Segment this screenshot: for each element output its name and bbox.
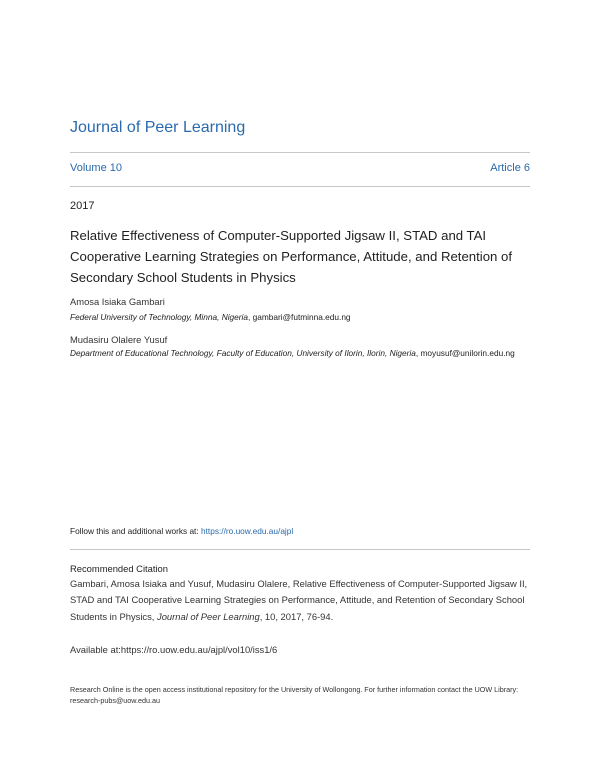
article-title: Relative Effectiveness of Computer-Supported Jigsaw II, STAD and TAI Cooperative Learning Strategies on Performance, Attitude, and Retention of Secondary School Students in Physics <box>70 228 513 285</box>
citation-heading: Recommended Citation <box>70 563 168 574</box>
available-label: Available at: <box>70 644 121 655</box>
repository-footer: Research Online is the open access institutional repository for the University of Wollongong. For further information contact the UOW Library: research-pubs@uow.edu.au <box>70 685 519 705</box>
follow-line <box>70 526 293 536</box>
journal-title-link[interactable]: Journal of Peer Learning <box>70 119 246 136</box>
citation-text <box>70 576 532 625</box>
citation-journal: Journal of Peer Learning <box>157 610 260 622</box>
follow-text: Follow this and additional works at: <box>70 526 201 536</box>
available-at-line <box>70 644 277 655</box>
divider-citation <box>70 549 530 550</box>
author-name-1: Amosa Isiaka Gambari <box>70 296 165 307</box>
divider-top <box>70 152 530 153</box>
article-link[interactable]: Article 6 <box>490 162 530 174</box>
follow-link[interactable]: https://ro.uow.edu.au/ajpl <box>200 526 294 536</box>
volume-link[interactable]: Volume 10 <box>70 162 122 174</box>
separator: , <box>248 312 251 322</box>
author-email-1: gambari@futminna.edu.ng <box>252 312 351 322</box>
author-affiliation-2 <box>70 347 530 360</box>
divider-volume <box>70 186 530 187</box>
available-link[interactable]: https://ro.uow.edu.au/ajpl/vol10/iss1/6 <box>120 644 278 655</box>
author-email-2: moyusuf@unilorin.edu.ng <box>420 348 515 358</box>
affiliation-text: Federal University of Technology, Minna, Nigeria <box>70 312 249 322</box>
author-name-2: Mudasiru Olalere Yusuf <box>70 334 168 345</box>
citation-body: Gambari, Amosa Isiaka and Yusuf, Mudasiru Olalere, Relative Effectiveness of Computer-Supported Jigsaw II, STAD and TAI Cooperative Learning Strategies on Performance, Attitude, and Retention of Secondary School Students in Physics, <box>70 578 528 622</box>
separator: , <box>415 348 419 358</box>
citation-details: , 10, 2017, 76-94. <box>259 610 334 622</box>
publication-year: 2017 <box>70 200 95 212</box>
affiliation-text: Department of Educational Technology, Faculty of Education, University of Ilorin, Ilorin, Nigeria <box>70 348 416 358</box>
author-affiliation-1 <box>70 311 530 324</box>
